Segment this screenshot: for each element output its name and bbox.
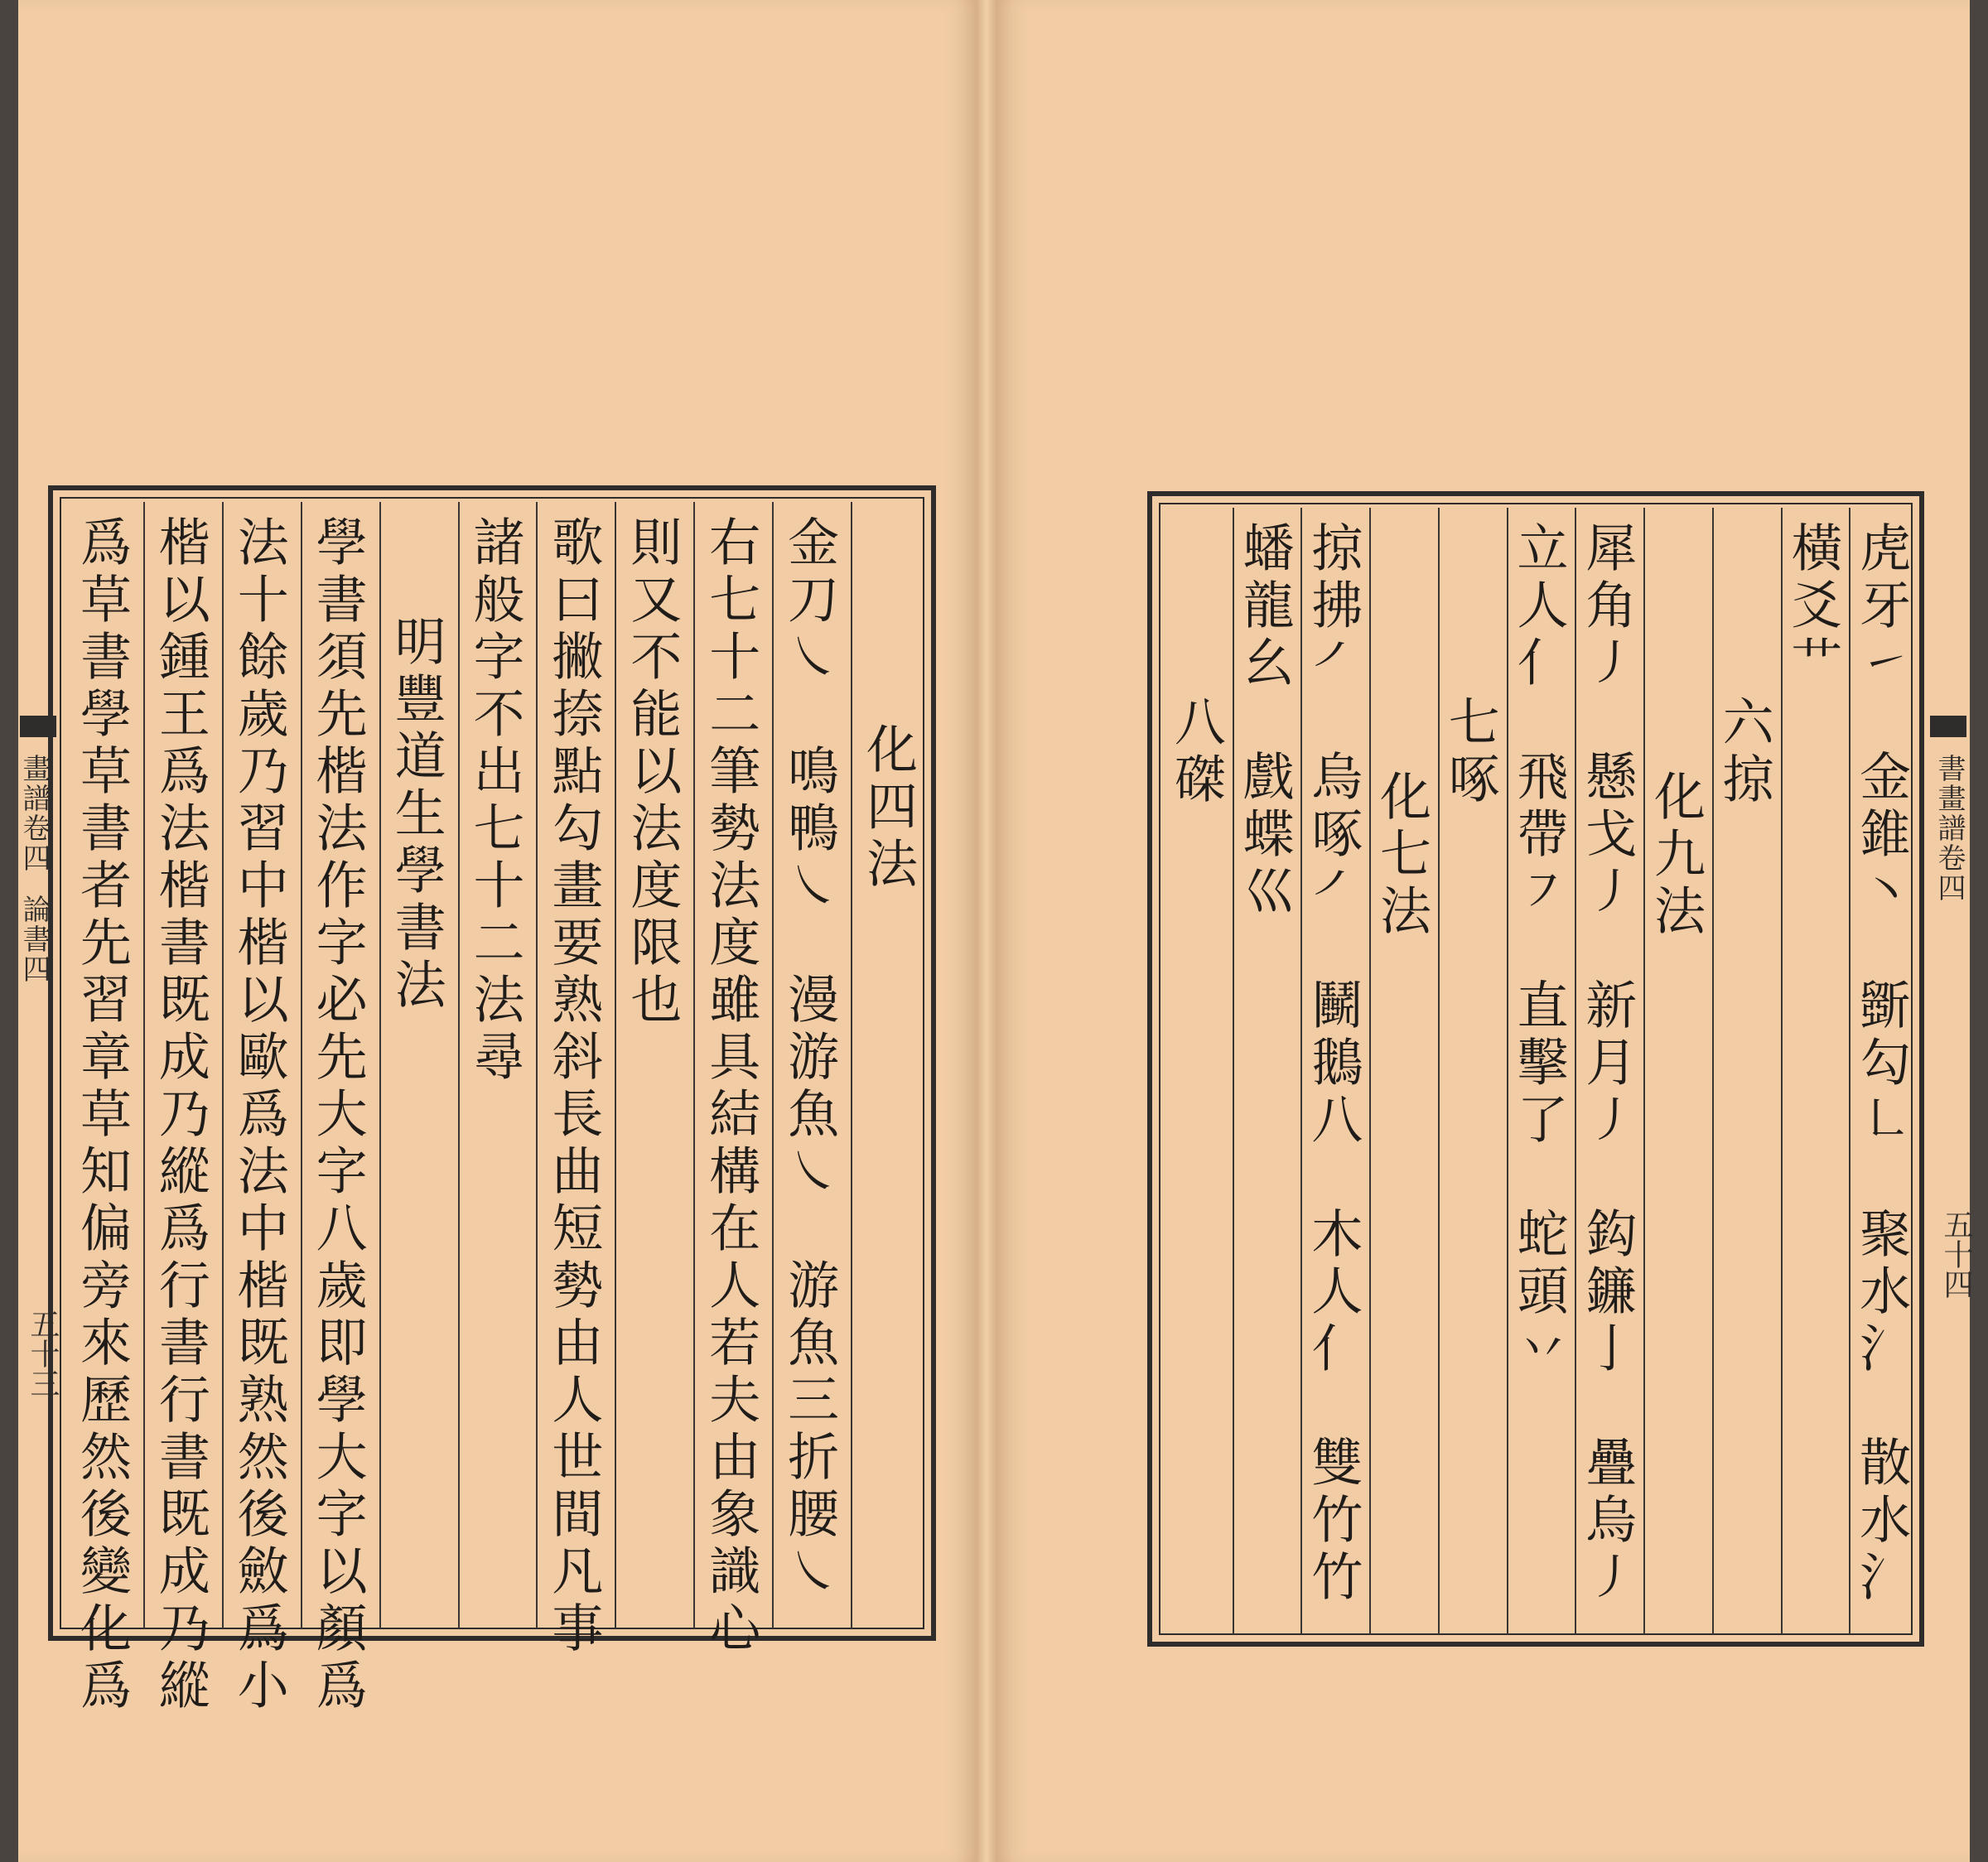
text-column: 虎牙㇀ 金錐㇔ 斵勾㇗ 聚水氵 散水氵 bbox=[1850, 521, 1912, 1607]
left-margin-section: 論書四 bbox=[17, 895, 51, 984]
column-rule bbox=[1781, 508, 1783, 1634]
right-page-number: 五十四 bbox=[1939, 1209, 1973, 1299]
text-column: 八磔 bbox=[1165, 695, 1227, 809]
column-rule bbox=[1712, 508, 1714, 1634]
right-margin-title: 書畫譜卷四 bbox=[1933, 754, 1966, 903]
text-column: 七啄 bbox=[1440, 695, 1501, 809]
text-column: 橫爻艹 bbox=[1782, 521, 1843, 692]
text-column: 法十餘歲乃習中楷以歐爲法中楷既熟然後斂爲小 bbox=[229, 515, 290, 1715]
text-column: 諸般字不出七十二法尋 bbox=[465, 515, 525, 1087]
column-rule bbox=[615, 502, 616, 1628]
text-column: 化九法 bbox=[1645, 769, 1706, 941]
text-column: 蟠龍幺 戲蝶巛 bbox=[1234, 521, 1296, 921]
left-text-frame bbox=[48, 485, 936, 1715]
column-rule bbox=[222, 502, 224, 1628]
text-column: 犀角㇓ 懸戈㇓ 新月㇓ 鈎鐮亅 疊烏㇓ bbox=[1576, 521, 1638, 1607]
text-column: 化四法 bbox=[857, 722, 919, 894]
column-rule bbox=[693, 502, 695, 1628]
text-column: 歌曰撇捺點勾畫要熟斜長曲短勢由人世間凡事 bbox=[543, 515, 604, 1658]
text-column: 學書須先楷法作字必先大字八歲即學大字以顏爲 bbox=[307, 515, 369, 1715]
fishtail-mark-left bbox=[20, 716, 56, 737]
text-column: 右七十二筆勢法度雖具結構在人若夫由象識心 bbox=[700, 515, 761, 1658]
column-rule bbox=[1233, 508, 1234, 1634]
left-page-number: 五十三 bbox=[26, 1309, 60, 1398]
column-rule bbox=[1300, 508, 1302, 1634]
column-rule bbox=[1575, 508, 1576, 1634]
column-rule bbox=[1507, 508, 1508, 1634]
text-column: 則又不能以法度限也 bbox=[621, 515, 683, 1030]
column-rule bbox=[772, 502, 774, 1628]
column-rule bbox=[1849, 508, 1850, 1634]
text-column: 六掠 bbox=[1714, 695, 1775, 809]
column-rule bbox=[458, 502, 460, 1628]
book-gutter bbox=[977, 0, 996, 1862]
left-margin-title: 畫譜卷四 bbox=[17, 754, 51, 873]
column-rule bbox=[1369, 508, 1371, 1634]
column-rule bbox=[536, 502, 538, 1628]
text-column: 金刀㇏ 鳴鴨㇏ 漫游魚㇏ 游魚三折腰㇏ bbox=[779, 515, 840, 1601]
text-column: 化七法 bbox=[1371, 769, 1432, 941]
text-column: 爲草書學草書者先習章草知偏旁來歷然後變化爲 bbox=[71, 515, 133, 1715]
column-rule bbox=[379, 502, 381, 1628]
column-rule bbox=[1438, 508, 1440, 1634]
column-rule bbox=[851, 502, 852, 1628]
fishtail-mark-right bbox=[1930, 716, 1966, 737]
text-column: 掠拂㇒ 烏啄㇒ 鬭鵝八 木人亻 雙竹竹 bbox=[1302, 521, 1363, 1607]
column-rule bbox=[143, 502, 145, 1628]
column-rule bbox=[301, 502, 302, 1628]
text-column: 立人亻 飛帶㇇ 直擊了 蛇頭丷 bbox=[1508, 521, 1569, 1378]
column-rule bbox=[1643, 508, 1645, 1634]
text-column: 明豐道生學書法 bbox=[386, 615, 447, 1015]
text-column: 楷以鍾王爲法楷書既成乃縱爲行書行書既成乃縱 bbox=[150, 515, 211, 1715]
right-text-frame bbox=[1147, 491, 1924, 1647]
